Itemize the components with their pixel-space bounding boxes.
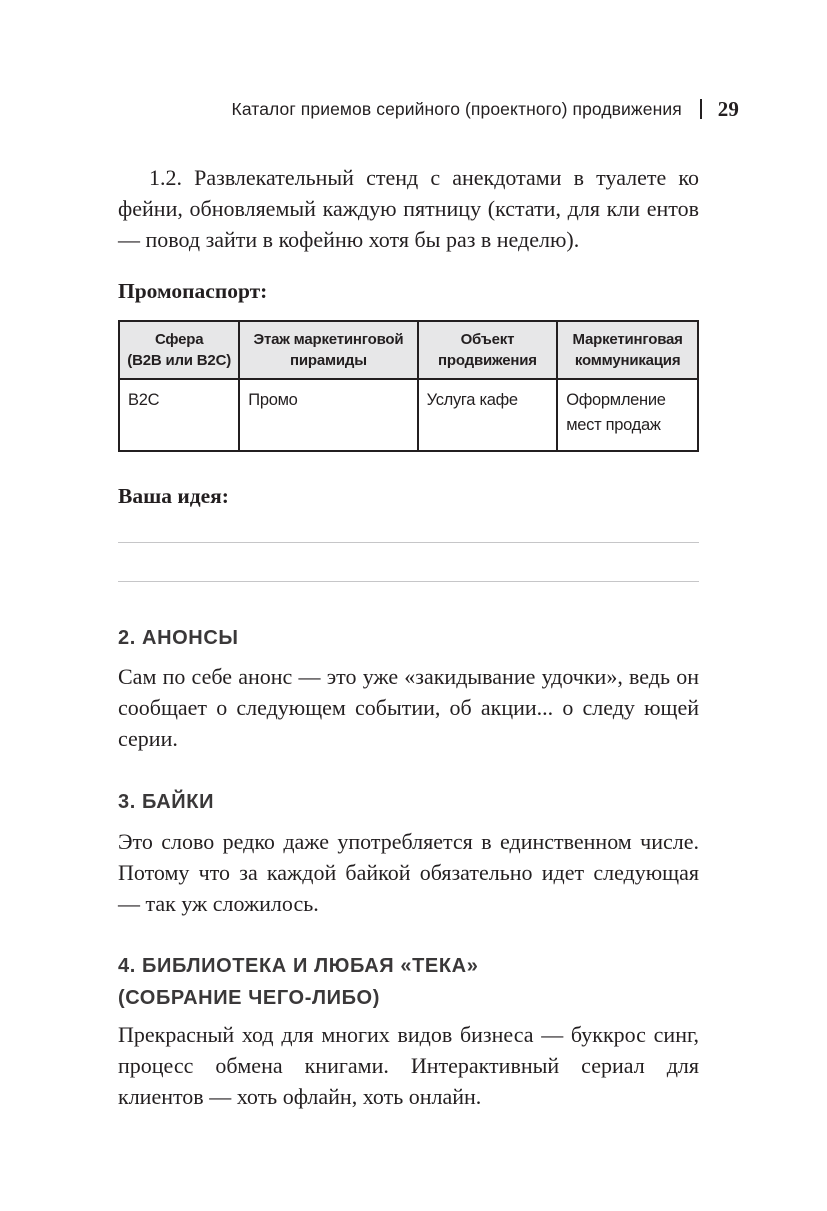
cell-promotion-object: Услуга кафе xyxy=(418,379,558,451)
body-line: Прекрасный ход для многих видов бизнеса — буккрос xyxy=(118,1022,646,1047)
body-line: синг, процесс обмена книгами. Интерактивный сериал xyxy=(118,1022,700,1078)
column-header-pyramid-level: Этаж маркетинговой пирамиды xyxy=(239,321,417,379)
idea-writing-line xyxy=(118,581,699,582)
column-header-marketing-communication: Маркетинговая коммуникация xyxy=(557,321,698,379)
body-line: он сообщает о следующем событии, об акции... о следу xyxy=(118,664,699,720)
your-idea-label: Ваша идея: xyxy=(118,484,229,508)
intro-line: ентов — повод зайти в кофейню хотя бы раз в неделю). xyxy=(118,196,699,252)
section-body-library xyxy=(118,1019,699,1112)
section-body-stories xyxy=(118,826,699,919)
body-line: ющей серии. xyxy=(118,695,700,751)
column-header-promotion-object: Объект продвижения xyxy=(418,321,558,379)
section-heading-line: (СОБРАНИЕ ЧЕГО-ЛИБО) xyxy=(118,987,380,1009)
body-line: для клиентов — хоть офлайн, хоть онлайн. xyxy=(118,1053,699,1109)
cell-sphere: B2C xyxy=(119,379,239,451)
section-heading-line: 4. БИБЛИОТЕКА И ЛЮБАЯ «ТЕКА» xyxy=(118,955,479,977)
intro-line: 1.2. Развлекательный стенд с анекдотами в туалете ко xyxy=(149,165,699,190)
cell-marketing-communication: Оформление мест продаж xyxy=(557,379,698,451)
page-number: 29 xyxy=(717,96,739,121)
section-body-announcements xyxy=(118,661,699,754)
promo-passport-table xyxy=(118,320,699,452)
cell-pyramid-level: Промо xyxy=(239,379,417,451)
running-header xyxy=(232,96,739,122)
body-line: числе. Потому что за каждой байкой обязательно идет xyxy=(118,829,699,885)
intro-paragraph xyxy=(118,162,699,255)
body-line: Сам по себе анонс — это уже «закидывание удочки», ведь xyxy=(118,664,677,689)
body-line: следующая — так уж сложилось. xyxy=(118,860,699,916)
header-separator xyxy=(700,99,702,119)
running-header-title: Каталог приемов серийного (проектного) продвижения xyxy=(231,98,682,119)
table-row xyxy=(119,379,698,451)
body-line: Это слово редко даже употребляется в единственном xyxy=(118,829,641,854)
section-heading-library xyxy=(118,950,478,1014)
idea-writing-line xyxy=(118,542,699,543)
promo-passport-label: Промопаспорт: xyxy=(118,279,268,303)
intro-line: фейни, обновляемый каждую пятницу (кстати, для кли xyxy=(118,196,641,221)
section-heading-stories: 3. БАЙКИ xyxy=(118,791,215,813)
column-header-sphere: Сфера (B2B или B2C) xyxy=(119,321,239,379)
table-header-row xyxy=(119,321,698,379)
section-heading-announcements: 2. АНОНСЫ xyxy=(118,627,239,649)
